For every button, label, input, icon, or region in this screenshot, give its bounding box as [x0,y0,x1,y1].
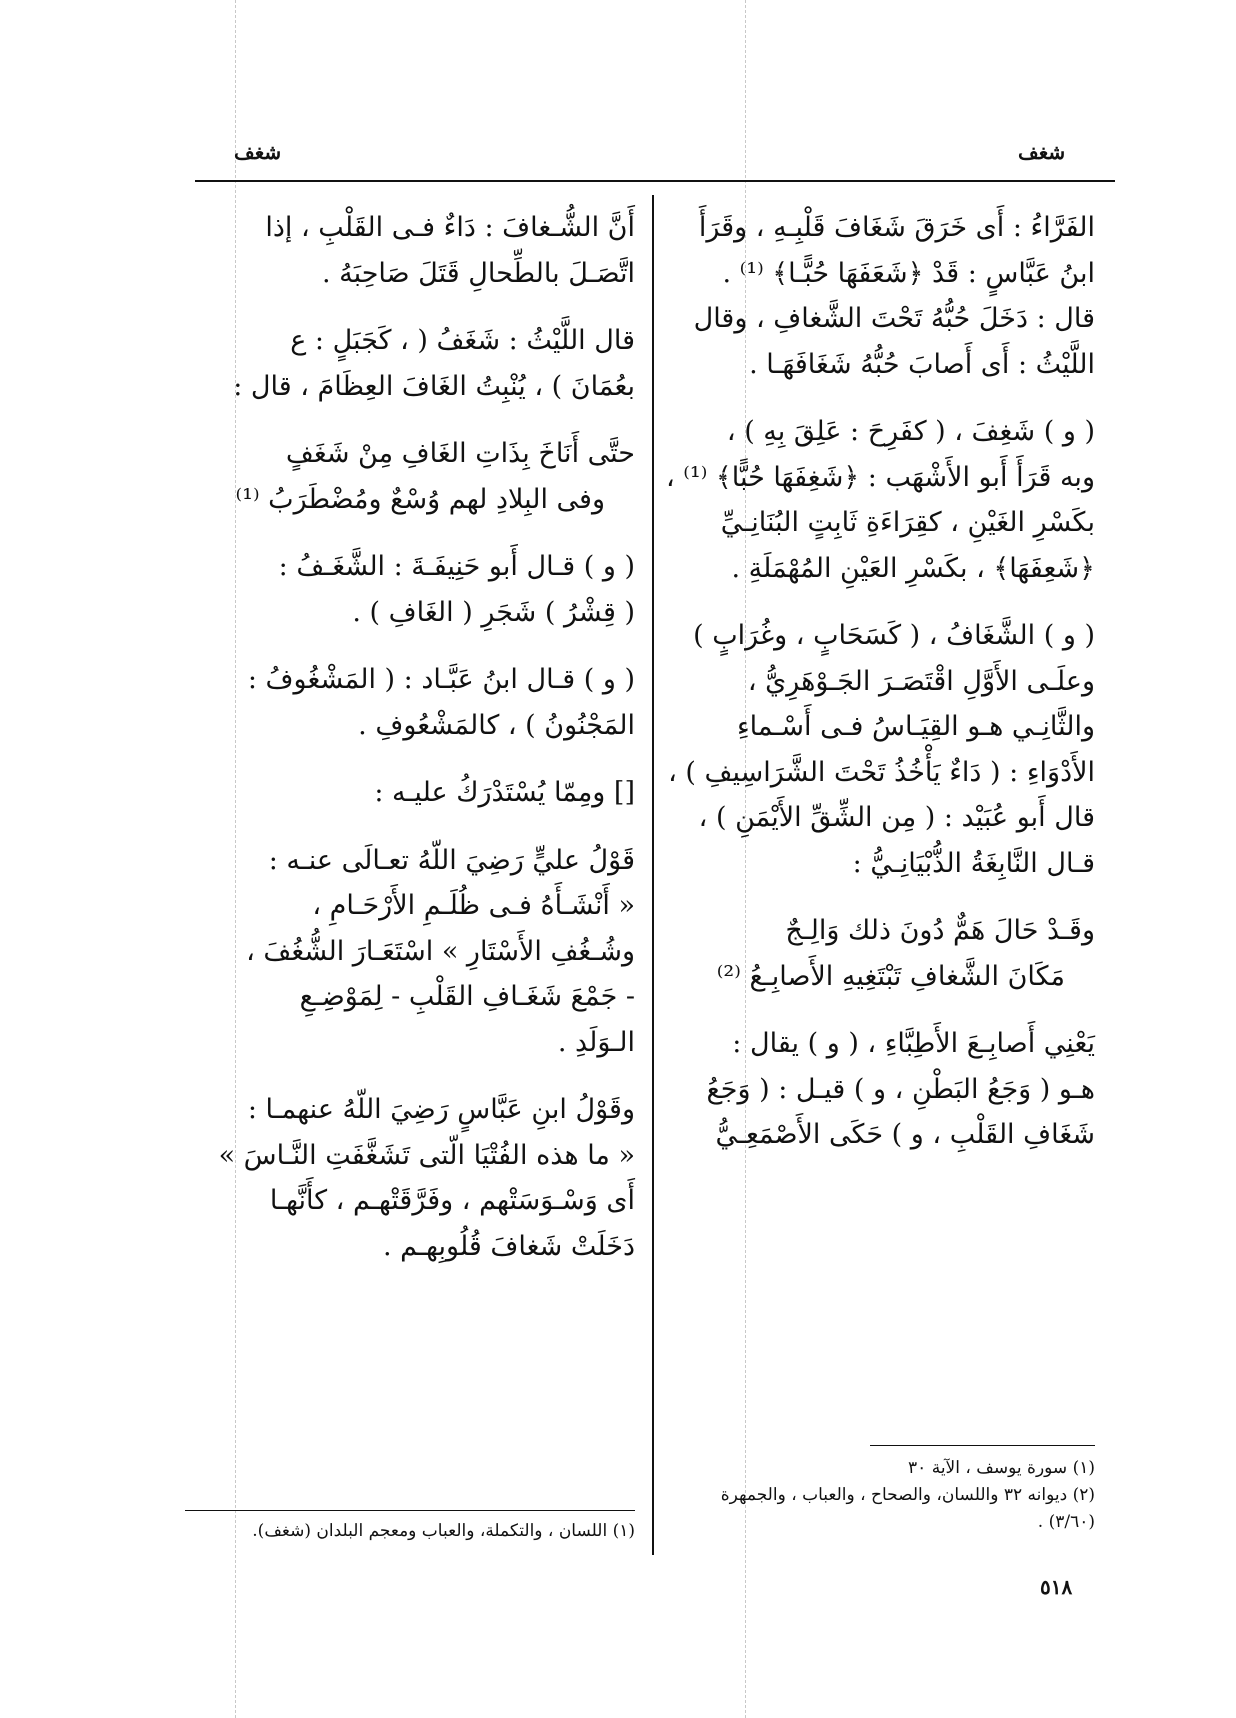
text-line: ﴿شَعِفَهَا﴾ ، بكَسْرِ العَيْنِ المُهْمَلَةِ . [731,552,1095,584]
header-rule [195,180,1115,182]
running-header-right: شغف [1018,140,1066,164]
text-line: قَوْلُ عليٍّ رَضِيَ اللّهُ تعـالَى عنـه : [268,844,635,876]
text-line: ( و ) قـال ابنُ عَبَّـاد : ( المَشْغُوفُ : [247,664,635,695]
text-line: شَغَافِ القَلْبِ ، و ) حَكَى الأَصْمَعِـيُّ [715,1119,1095,1150]
paragraph [185,1087,635,1269]
verse-block [185,431,635,522]
text-line: ( و ) قـال أَبو حَنِيفَـةَ : الشَّغَـفُ : [278,551,635,582]
column-divider [652,195,654,1555]
paragraph [185,318,635,409]
text-line: قـال النَّابِغَةُ الذُّبْيَانِـيُّ : [852,847,1095,879]
text-line: أَى وَسْـوَسَتْهم ، وفَرَّقَتْهـم ، كأَنَّهـا [269,1185,635,1216]
right-column [665,205,1095,1180]
text-line: ابنُ عَبَّاسٍ : قَدْ ﴿شَعَفَهَا حُبًّـا﴾ ⁽¹⁾ . [722,257,1095,289]
paragraph [665,409,1095,591]
text-line: هـو ( وَجَعُ البَطْنِ ، و ) قيـل : ( وَجَعُ [706,1073,1095,1105]
text-line: الـوَلَدِ . [557,1026,635,1058]
text-line: يَعْنِي أَصابِـعَ الأَطِبَّاءِ ، ( و ) يقال : [732,1028,1095,1059]
footnote-rule-left [185,1510,635,1511]
paragraph [185,838,635,1066]
text-line: وقَوْلُ ابنِ عَبَّاسٍ رَضِيَ اللّهُ عنهمـا : [247,1094,635,1125]
text-line: أَنَّ الشُّـغافَ : دَاءٌ فـى القَلْبِ ، إذا [265,212,635,243]
paragraph [680,205,1095,387]
paragraph [680,1021,1095,1158]
text-line: « أَنْشَـأَهُ فـى ظُلَـمِ الأَرْحَـامِ ، [312,890,635,921]
text-line: والثَّانِـي هـو القِيَـاسُ فـى أَسْـماءِ [736,711,1095,742]
paragraph [668,613,1095,886]
verse-line: وقَـدْ حَالَ هَمٌّ دُونَ ذلك وَالِـجٌ [785,915,1095,946]
footnote: (٣/٦٠) . [1037,1512,1095,1532]
text-line: ( و ) شَغِفَ ، ( كفَرِحَ : عَلِقَ بِهِ ) ، [726,416,1095,447]
verse-line: حتَّى أَنَاخَ بِذَاتِ الغَافِ مِنْ شَغَفٍ [285,438,635,469]
text-line: وشُـغُفِ الأَسْتَارِ » اسْتَعَـارَ الشُّغُفَ ، [246,935,635,967]
paragraph [185,770,635,816]
text-line: قال أَبو عُبَيْد : ( مِن الشِّقِّ الأَيْمَنِ ) ، [698,802,1095,833]
footnote: (١) سورة يوسف ، الآية ٣٠ [908,1458,1095,1478]
footnote: (٢) ديوانه ٣٢ واللسان، والصحاح ، والعباب ، والجمهرة [720,1485,1095,1505]
text-line: ( و ) الشَّغَافُ ، ( كَسَحَابٍ ، وغُرَابٍ ) [693,620,1095,651]
footnotes-right [680,1455,1095,1536]
text-line: وعلَـى الأَوَّلِ اقْتَصَـرَ الجَـوْهَرِيُّ ، [747,665,1095,697]
text-line: قال : دَخَلَ حُبُّهُ تَحْتَ الشَّغافِ ، وقال [693,303,1095,334]
text-line: اللَّيْثُ : أَى أَصابَ حُبُّهُ شَغَافَهَـا . [749,348,1095,380]
text-line: - جَمْعَ شَغَـافِ القَلْبِ - لِمَوْضِـعِ [299,981,635,1012]
text-line: قال اللَّيْثُ : شَغَفُ ( ، كَجَبَلٍ : ع [290,325,635,356]
verse-line: وفى البِلادِ لهم وُسْعٌ ومُضْطَرَبُ ⁽¹⁾ [235,483,605,515]
text-line: بكَسْرِ الغَيْنِ ، كقِرَاءَةِ ثَابِتٍ البُنَانِـيِّ [720,507,1095,538]
text-line: دَخَلَتْ شَغافَ قُلُوبِهـم . [383,1230,635,1262]
text-line: اتَّصَـلَ بالطِّحالِ قَتَلَ صَاحِبَهُ . [321,257,635,289]
footnote: (١) اللسان ، والتكملة، والعباب ومعجم البلدان (شغف). [252,1521,635,1541]
footnote-rule-right [870,1445,1095,1446]
text-line: ( قِشْرُ ) شَجَرِ ( الغَافِ ) . [352,596,635,628]
page-number: ٥١٨ [1040,1575,1073,1599]
verse-block [680,908,1095,999]
text-line: بعُمَانَ ) ، يُنْبِتُ الغَافَ العِظَامَ ، قال : [233,370,635,402]
text-line: [] ومِمّا يُسْتَدْرَكُ عليـه : [374,777,635,808]
left-column [185,205,635,1291]
text-line: وبه قَرَأَ أَبو الأَشْهَب : ﴿شَغِفَهَا حُبًّا﴾ ⁽¹⁾ ، [665,461,1095,493]
paragraph [185,205,635,296]
text-line: الأَدْوَاءِ : ( دَاءٌ يَأْخُذُ تَحْتَ الشَّرَاسِيفِ ) ، [668,756,1095,788]
paragraph [185,657,635,748]
text-line: الفَرَّاءُ : أَى خَرَقَ شَغَافَ قَلْبِـهِ ، وقَرَأَ [698,212,1095,243]
verse-line: مَكَانَ الشَّغافِ تَبْتَغِيهِ الأَصابِـعُ ⁽²⁾ [716,960,1065,992]
footnotes-left [185,1518,635,1545]
paragraph [185,544,635,635]
text-line: « ما هذه الفُتْيَا الّتى تَشَغَّفَتِ النَّـاسَ » [218,1139,635,1171]
running-header-left: شغف [234,140,282,164]
text-line: المَجْنُونُ ) ، كالمَشْعُوفِ . [358,709,635,741]
